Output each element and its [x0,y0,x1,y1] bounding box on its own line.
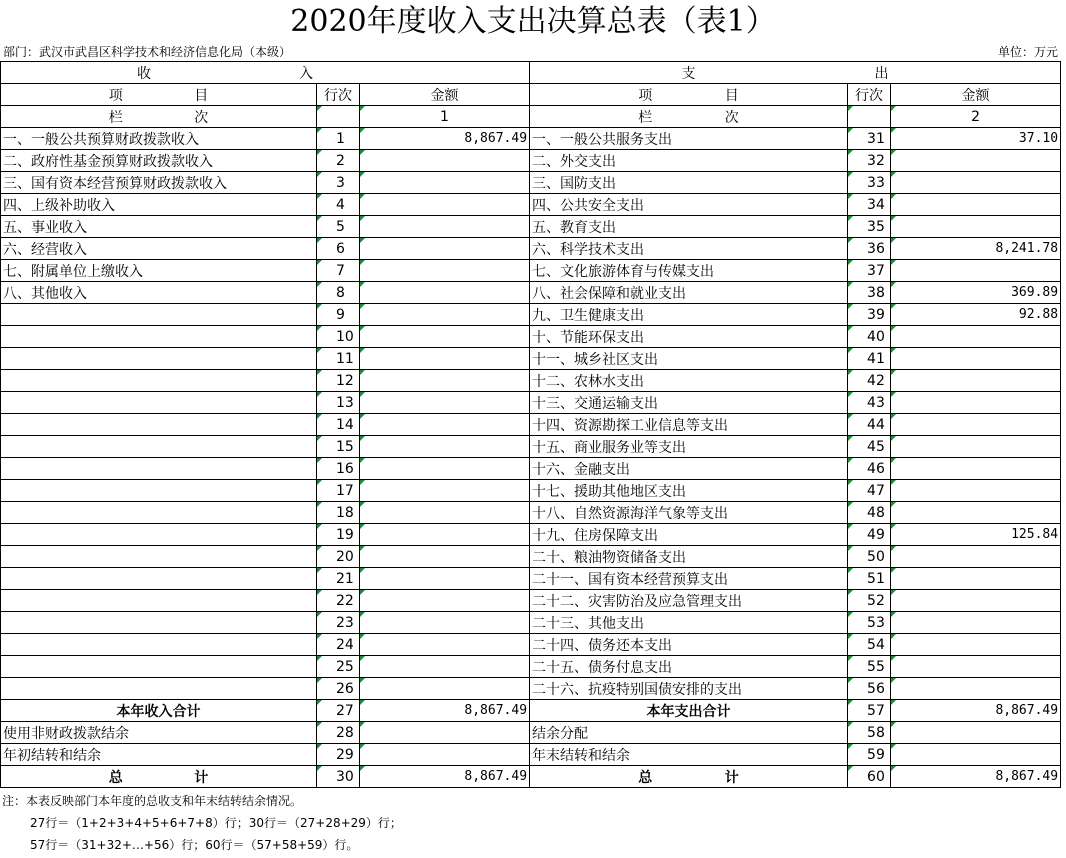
expense-amount [891,348,1061,370]
expense-amount [891,172,1061,194]
income-amount [360,524,530,546]
expense-item: 十四、资源勘探工业信息等支出 [530,414,848,436]
item-header-char-1: 项 [108,87,123,104]
income-amount [360,150,530,172]
income-col-label [1,106,317,128]
expense-row-no: 37 [848,260,891,282]
expense-col-blank [848,106,891,128]
income-item: 七、附属单位上缴收入 [1,260,317,282]
expense-item: 七、文化旅游体育与传媒支出 [530,260,848,282]
table-row [1,502,1061,524]
table-footer [1,700,1061,788]
expense-header-char-2: 出 [874,65,889,82]
table-row [1,656,1061,678]
table-row [1,436,1061,458]
expense-row-no: 40 [848,326,891,348]
income-row-no: 3 [317,172,360,194]
income-row-no: 11 [317,348,360,370]
grand-total-char-2: 计 [194,769,209,786]
notes [2,790,402,856]
table-row [1,128,1061,150]
income-row-no: 23 [317,612,360,634]
table-row [1,678,1061,700]
expense-col-index: 2 [891,106,1061,128]
table-row [1,392,1061,414]
expense-row-no: 45 [848,436,891,458]
table-row [1,524,1061,546]
expense-grand-total-no: 60 [848,766,891,788]
item-header-char-1: 项 [638,87,653,104]
income-row-no: 4 [317,194,360,216]
income-amount [360,744,530,766]
expense-row-no: 46 [848,458,891,480]
grand-total-char-2: 计 [724,769,739,786]
expense-amount [891,480,1061,502]
note-line-2: 27行＝（1+2+3+4+5+6+7+8）行；30行＝（27+28+29）行； [30,816,402,830]
income-amount [360,458,530,480]
expense-item: 十七、援助其他地区支出 [530,480,848,502]
expense-row-no: 53 [848,612,891,634]
income-grand-total-amount: 8,867.49 [360,766,530,788]
income-row-no: 7 [317,260,360,282]
grand-total-char-1: 总 [638,769,653,786]
income-amount [360,612,530,634]
expense-row-no: 39 [848,304,891,326]
income-grand-total-no: 30 [317,766,360,788]
expense-amount [891,216,1061,238]
expense-item: 二十五、债务付息支出 [530,656,848,678]
income-amount [360,480,530,502]
income-amount [360,238,530,260]
income-row-no: 6 [317,238,360,260]
income-row-no: 29 [317,744,360,766]
income-header-char-1: 收 [137,65,151,82]
expense-item: 四、公共安全支出 [530,194,848,216]
income-year-total-amount: 8,867.49 [360,700,530,722]
income-item [1,524,317,546]
expense-item-header [530,84,848,106]
income-item [1,502,317,524]
income-item [1,326,317,348]
expense-col-label [530,106,848,128]
expense-grand-total-label [530,766,848,788]
income-item [1,568,317,590]
income-amount [360,194,530,216]
income-header-char-2: 入 [299,65,314,82]
income-amount [360,656,530,678]
table-row [1,194,1061,216]
header-row-index [1,106,1061,128]
table-row [1,326,1061,348]
income-amount [360,568,530,590]
expense-row-no: 59 [848,744,891,766]
expense-amount [891,150,1061,172]
expense-item: 三、国防支出 [530,172,848,194]
income-item [1,414,317,436]
income-year-total-no: 27 [317,700,360,722]
table-body [1,62,1061,700]
income-year-total-label: 本年收入合计 [1,700,317,722]
income-item [1,370,317,392]
income-amount [360,304,530,326]
income-grand-total-label [1,766,317,788]
table-row-28 [1,722,1061,744]
income-amount [360,722,530,744]
income-row-no: 14 [317,414,360,436]
income-item: 四、上级补助收入 [1,194,317,216]
table-row [1,458,1061,480]
income-item: 年初结转和结余 [1,744,317,766]
table-row [1,150,1061,172]
income-row-no: 1 [317,128,360,150]
expense-item: 二十二、灾害防治及应急管理支出 [530,590,848,612]
expense-row-no: 56 [848,678,891,700]
expense-row-no: 49 [848,524,891,546]
note-line-3: 57行＝（31+32+…+56）行；60行＝（57+58+59）行。 [30,838,359,852]
income-item: 五、事业收入 [1,216,317,238]
expense-amount [891,546,1061,568]
expense-row-no: 44 [848,414,891,436]
income-item: 二、政府性基金预算财政拨款收入 [1,150,317,172]
income-row-no: 15 [317,436,360,458]
table-row-29 [1,744,1061,766]
expense-item: 十、节能环保支出 [530,326,848,348]
income-row-no: 9 [317,304,360,326]
income-item [1,436,317,458]
summary-table [0,61,1061,788]
income-row-no: 28 [317,722,360,744]
income-row-no: 18 [317,502,360,524]
table-row [1,480,1061,502]
table-row [1,238,1061,260]
expense-row-no: 52 [848,590,891,612]
table-row [1,370,1061,392]
table-row [1,568,1061,590]
income-amount [360,414,530,436]
expense-amount: 37.10 [891,128,1061,150]
income-item [1,304,317,326]
report-title: 2020年度收入支出决算总表（表1） [290,4,776,39]
expense-item: 十六、金融支出 [530,458,848,480]
expense-amount [891,194,1061,216]
expense-item: 十三、交通运输支出 [530,392,848,414]
income-amount [360,216,530,238]
income-item: 使用非财政拨款结余 [1,722,317,744]
income-row-no: 22 [317,590,360,612]
income-item: 六、经营收入 [1,238,317,260]
expense-amount [891,634,1061,656]
note-line-1: 注：本表反映部门本年度的总收支和年末结转结余情况。 [2,794,303,808]
expense-amount [891,656,1061,678]
expense-item: 五、教育支出 [530,216,848,238]
income-item [1,458,317,480]
item-header-char-2: 目 [724,87,739,104]
income-amount: 8,867.49 [360,128,530,150]
expense-amount: 369.89 [891,282,1061,304]
expense-amount-header: 金额 [891,84,1061,106]
col-label-char-1: 栏 [108,109,123,126]
grand-total-char-1: 总 [108,769,123,786]
income-item [1,348,317,370]
expense-amount [891,326,1061,348]
income-amount [360,436,530,458]
table-row [1,260,1061,282]
header-row-section [1,62,1061,84]
income-row-no: 17 [317,480,360,502]
expense-item: 十五、商业服务业等支出 [530,436,848,458]
expense-amount [891,260,1061,282]
income-item [1,678,317,700]
income-amount [360,590,530,612]
expense-item: 二十六、抗疫特别国债安排的支出 [530,678,848,700]
department-label: 部门：武汉市武昌区科学技术和经济信息化局（本级） [3,45,292,59]
income-row-no: 13 [317,392,360,414]
income-item-header [1,84,317,106]
income-row-no: 2 [317,150,360,172]
expense-row-no: 42 [848,370,891,392]
expense-amount: 125.84 [891,524,1061,546]
income-amount [360,546,530,568]
expense-row-no: 43 [848,392,891,414]
table-row [1,612,1061,634]
item-header-char-2: 目 [194,87,209,104]
income-amount [360,678,530,700]
expense-amount [891,502,1061,524]
income-row-no: 20 [317,546,360,568]
expense-item: 八、社会保障和就业支出 [530,282,848,304]
table-row [1,590,1061,612]
income-item [1,634,317,656]
income-section-header [1,62,530,84]
income-amount [360,370,530,392]
income-amount-header: 金额 [360,84,530,106]
income-item: 八、其他收入 [1,282,317,304]
income-row-no: 8 [317,282,360,304]
table-row-year-total [1,700,1061,722]
table-row [1,414,1061,436]
income-col-blank [317,106,360,128]
income-row-no: 24 [317,634,360,656]
table-row [1,546,1061,568]
income-row-no: 21 [317,568,360,590]
expense-row-no: 48 [848,502,891,524]
income-item [1,612,317,634]
expense-grand-total-amount: 8,867.49 [891,766,1061,788]
table-row [1,216,1061,238]
table-row [1,282,1061,304]
expense-row-no: 33 [848,172,891,194]
expense-item: 十八、自然资源海洋气象等支出 [530,502,848,524]
expense-amount: 8,241.78 [891,238,1061,260]
table-row [1,304,1061,326]
income-row-no: 12 [317,370,360,392]
income-item [1,656,317,678]
income-rownum-header: 行次 [317,84,360,106]
expense-item: 年末结转和结余 [530,744,848,766]
expense-item: 一、一般公共服务支出 [530,128,848,150]
expense-amount [891,590,1061,612]
expense-row-no: 35 [848,216,891,238]
expense-item: 二十三、其他支出 [530,612,848,634]
table-row-grand-total [1,766,1061,788]
expense-year-total-amount: 8,867.49 [891,700,1061,722]
expense-row-no: 47 [848,480,891,502]
income-amount [360,348,530,370]
expense-amount [891,612,1061,634]
expense-amount [891,678,1061,700]
expense-item: 十一、城乡社区支出 [530,348,848,370]
header-row-columns [1,84,1061,106]
expense-row-no: 41 [848,348,891,370]
col-label-char-2: 次 [194,109,209,126]
table-row [1,634,1061,656]
income-item [1,590,317,612]
expense-row-no: 36 [848,238,891,260]
expense-amount [891,414,1061,436]
income-item: 三、国有资本经营预算财政拨款收入 [1,172,317,194]
income-amount [360,326,530,348]
income-col-index: 1 [360,106,530,128]
table-row [1,172,1061,194]
income-row-no: 25 [317,656,360,678]
expense-row-no: 38 [848,282,891,304]
expense-row-no: 55 [848,656,891,678]
expense-amount: 92.88 [891,304,1061,326]
expense-item: 二、外交支出 [530,150,848,172]
expense-item: 二十四、债务还本支出 [530,634,848,656]
income-item [1,546,317,568]
expense-item: 二十一、国有资本经营预算支出 [530,568,848,590]
unit-label: 单位：万元 [997,45,1058,59]
expense-item: 九、卫生健康支出 [530,304,848,326]
expense-amount [891,458,1061,480]
expense-amount [891,436,1061,458]
expense-amount [891,568,1061,590]
income-row-no: 5 [317,216,360,238]
expense-item: 六、科学技术支出 [530,238,848,260]
expense-item: 十二、农林水支出 [530,370,848,392]
expense-year-total-no: 57 [848,700,891,722]
expense-row-no: 51 [848,568,891,590]
income-item: 一、一般公共预算财政拨款收入 [1,128,317,150]
expense-item: 结余分配 [530,722,848,744]
income-amount [360,172,530,194]
income-row-no: 19 [317,524,360,546]
expense-header-char-1: 支 [681,65,696,82]
expense-amount [891,392,1061,414]
income-row-no: 10 [317,326,360,348]
expense-amount [891,744,1061,766]
expense-row-no: 50 [848,546,891,568]
income-amount [360,282,530,304]
income-item [1,480,317,502]
income-row-no: 16 [317,458,360,480]
expense-row-no: 31 [848,128,891,150]
income-amount [360,260,530,282]
income-amount [360,392,530,414]
expense-row-no: 32 [848,150,891,172]
expense-amount [891,722,1061,744]
expense-rownum-header: 行次 [848,84,891,106]
expense-row-no: 34 [848,194,891,216]
expense-item: 二十、粮油物资储备支出 [530,546,848,568]
expense-section-header [530,62,1061,84]
col-label-char-1: 栏 [638,109,653,126]
income-item [1,392,317,414]
income-amount [360,634,530,656]
expense-item: 十九、住房保障支出 [530,524,848,546]
expense-year-total-label: 本年支出合计 [530,700,848,722]
income-row-no: 26 [317,678,360,700]
col-label-char-2: 次 [724,109,739,126]
table-row [1,348,1061,370]
expense-amount [891,370,1061,392]
income-amount [360,502,530,524]
expense-row-no: 58 [848,722,891,744]
expense-row-no: 54 [848,634,891,656]
